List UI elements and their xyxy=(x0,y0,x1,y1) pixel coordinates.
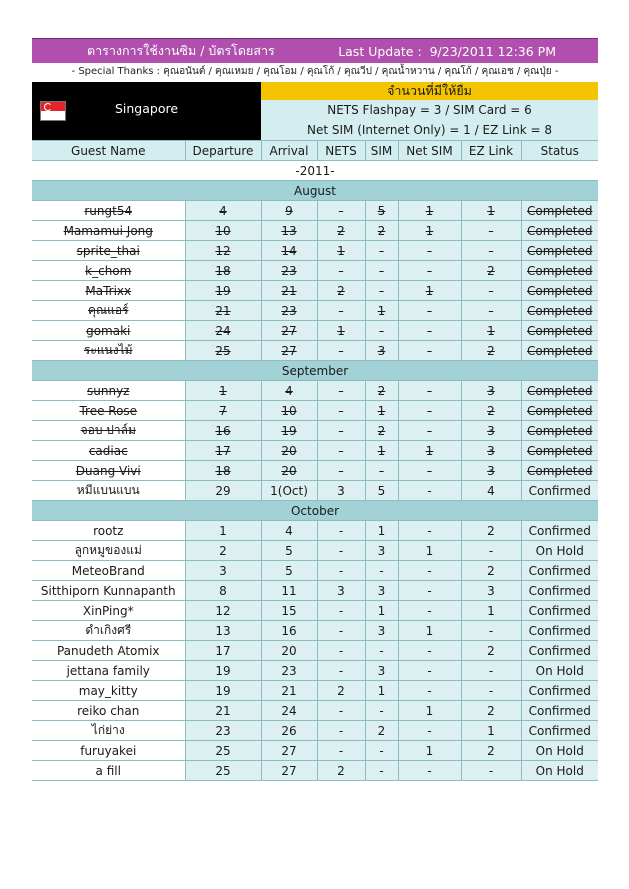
column-header-sim: SIM xyxy=(365,141,398,161)
column-header-net-sim: Net SIM xyxy=(398,141,461,161)
table-row xyxy=(32,321,598,341)
cell-net-sim: - xyxy=(398,661,461,681)
cell-guest-name: k_chom xyxy=(32,261,185,281)
cell-sim: 1 xyxy=(365,301,398,321)
cell-arrival: 20 xyxy=(261,641,317,661)
month-header-row xyxy=(32,501,598,521)
table-row xyxy=(32,441,598,461)
cell-nets: - xyxy=(317,401,365,421)
cell-departure: 23 xyxy=(185,721,261,741)
cell-guest-name: ระแนงไม้ xyxy=(32,341,185,361)
cell-guest-name: ลูกหมูของแม่ xyxy=(32,541,185,561)
page-title: ตารางการใช้งานซิม / บัตรโดยสาร xyxy=(87,43,275,58)
cell-departure: 1 xyxy=(185,521,261,541)
cell-ez-link: - xyxy=(461,661,521,681)
cell-net-sim: 1 xyxy=(398,701,461,721)
cell-departure: 18 xyxy=(185,461,261,481)
cell-sim: 2 xyxy=(365,721,398,741)
cell-status: Confirmed xyxy=(521,601,598,621)
cell-guest-name: Panudeth Atomix xyxy=(32,641,185,661)
cell-guest-name: ดำเกิงศรี xyxy=(32,621,185,641)
cell-ez-link: - xyxy=(461,221,521,241)
cell-arrival: 10 xyxy=(261,401,317,421)
cell-nets: - xyxy=(317,261,365,281)
cell-sim: - xyxy=(365,641,398,661)
column-header-nets: NETS xyxy=(317,141,365,161)
cell-net-sim: - xyxy=(398,521,461,541)
cell-nets: 2 xyxy=(317,221,365,241)
cell-status: Completed xyxy=(521,221,598,241)
table-row xyxy=(32,641,598,661)
quantity-title: จำนวนที่มีให้ยืม xyxy=(261,82,598,100)
cell-sim: - xyxy=(365,321,398,341)
cell-arrival: 19 xyxy=(261,421,317,441)
last-update xyxy=(338,44,556,59)
cell-ez-link: - xyxy=(461,541,521,561)
cell-net-sim: 1 xyxy=(398,281,461,301)
cell-nets: 2 xyxy=(317,281,365,301)
cell-sim: - xyxy=(365,281,398,301)
month-header-row xyxy=(32,361,598,381)
cell-departure: 29 xyxy=(185,481,261,501)
cell-net-sim: - xyxy=(398,421,461,441)
cell-sim: 3 xyxy=(365,581,398,601)
cell-guest-name: gomaki xyxy=(32,321,185,341)
table-row xyxy=(32,521,598,541)
table-row xyxy=(32,481,598,501)
cell-ez-link: - xyxy=(461,681,521,701)
cell-status: On Hold xyxy=(521,541,598,561)
cell-net-sim: - xyxy=(398,461,461,481)
cell-ez-link: - xyxy=(461,281,521,301)
cell-status: Confirmed xyxy=(521,621,598,641)
column-header-ez-link: EZ Link xyxy=(461,141,521,161)
cell-status: Completed xyxy=(521,261,598,281)
cell-ez-link: 1 xyxy=(461,601,521,621)
cell-nets: 1 xyxy=(317,241,365,261)
cell-departure: 25 xyxy=(185,761,261,781)
cell-sim: 5 xyxy=(365,481,398,501)
cell-status: Completed xyxy=(521,461,598,481)
cell-net-sim: - xyxy=(398,241,461,261)
cell-departure: 4 xyxy=(185,201,261,221)
cell-guest-name: Duang Vivi xyxy=(32,461,185,481)
cell-nets: - xyxy=(317,301,365,321)
cell-nets: 1 xyxy=(317,321,365,341)
table-row xyxy=(32,241,598,261)
cell-guest-name: จอบ ปาล์ม xyxy=(32,421,185,441)
cell-sim: 1 xyxy=(365,401,398,421)
cell-status: On Hold xyxy=(521,761,598,781)
cell-departure: 18 xyxy=(185,261,261,281)
cell-nets: 3 xyxy=(317,481,365,501)
table-row xyxy=(32,401,598,421)
cell-net-sim: 1 xyxy=(398,621,461,641)
table-row xyxy=(32,281,598,301)
cell-arrival: 13 xyxy=(261,221,317,241)
cell-net-sim: - xyxy=(398,401,461,421)
cell-nets: 2 xyxy=(317,681,365,701)
cell-sim: - xyxy=(365,261,398,281)
cell-guest-name: sunnyz xyxy=(32,381,185,401)
cell-ez-link: 4 xyxy=(461,481,521,501)
bottom-border-cell xyxy=(185,781,261,782)
cell-net-sim: - xyxy=(398,381,461,401)
cell-net-sim: - xyxy=(398,341,461,361)
cell-ez-link: 3 xyxy=(461,441,521,461)
cell-sim: 3 xyxy=(365,661,398,681)
cell-nets: - xyxy=(317,521,365,541)
cell-nets: - xyxy=(317,721,365,741)
cell-net-sim: 1 xyxy=(398,541,461,561)
cell-status: Completed xyxy=(521,401,598,421)
cell-arrival: 21 xyxy=(261,281,317,301)
cell-arrival: 23 xyxy=(261,661,317,681)
cell-departure: 19 xyxy=(185,661,261,681)
cell-net-sim: - xyxy=(398,321,461,341)
cell-sim: 3 xyxy=(365,341,398,361)
cell-ez-link: 2 xyxy=(461,641,521,661)
table-row xyxy=(32,721,598,741)
column-header-row xyxy=(32,141,598,161)
cell-ez-link: 2 xyxy=(461,341,521,361)
table-row xyxy=(32,341,598,361)
month-header-row xyxy=(32,181,598,201)
cell-net-sim: 1 xyxy=(398,221,461,241)
cell-guest-name: Tree Rose xyxy=(32,401,185,421)
cell-arrival: 4 xyxy=(261,381,317,401)
cell-status: Completed xyxy=(521,321,598,341)
last-update-label: Last Update : xyxy=(338,43,422,59)
cell-arrival: 16 xyxy=(261,621,317,641)
cell-guest-name: คุณแอร์ xyxy=(32,301,185,321)
cell-nets: - xyxy=(317,641,365,661)
cell-guest-name: XinPing* xyxy=(32,601,185,621)
cell-arrival: 23 xyxy=(261,261,317,281)
cell-status: Completed xyxy=(521,241,598,261)
cell-arrival: 14 xyxy=(261,241,317,261)
cell-arrival: 11 xyxy=(261,581,317,601)
cell-departure: 7 xyxy=(185,401,261,421)
cell-guest-name: rootz xyxy=(32,521,185,541)
cell-ez-link: 3 xyxy=(461,461,521,481)
cell-guest-name: MeteoBrand xyxy=(32,561,185,581)
cell-nets: - xyxy=(317,421,365,441)
cell-status: Confirmed xyxy=(521,561,598,581)
table-row xyxy=(32,661,598,681)
cell-nets: - xyxy=(317,541,365,561)
cell-nets: - xyxy=(317,341,365,361)
cell-sim: 1 xyxy=(365,521,398,541)
cell-sim: 3 xyxy=(365,621,398,641)
cell-departure: 25 xyxy=(185,741,261,761)
cell-status: On Hold xyxy=(521,661,598,681)
cell-arrival: 26 xyxy=(261,721,317,741)
cell-guest-name: reiko chan xyxy=(32,701,185,721)
cell-status: Completed xyxy=(521,441,598,461)
cell-sim: - xyxy=(365,461,398,481)
cell-ez-link: 3 xyxy=(461,581,521,601)
cell-ez-link: 2 xyxy=(461,401,521,421)
cell-status: Completed xyxy=(521,421,598,441)
cell-arrival: 20 xyxy=(261,441,317,461)
cell-departure: 16 xyxy=(185,421,261,441)
cell-status: Completed xyxy=(521,201,598,221)
cell-nets: - xyxy=(317,461,365,481)
cell-nets: - xyxy=(317,381,365,401)
cell-arrival: 23 xyxy=(261,301,317,321)
cell-net-sim: - xyxy=(398,761,461,781)
cell-departure: 8 xyxy=(185,581,261,601)
cell-status: On Hold xyxy=(521,741,598,761)
cell-guest-name: a fill xyxy=(32,761,185,781)
cell-departure: 19 xyxy=(185,281,261,301)
table-row xyxy=(32,701,598,721)
cell-sim: 3 xyxy=(365,541,398,561)
cell-arrival: 27 xyxy=(261,341,317,361)
cell-guest-name: MaTrixx xyxy=(32,281,185,301)
country-name: Singapore xyxy=(114,101,179,116)
table-row xyxy=(32,301,598,321)
cell-sim: 5 xyxy=(365,201,398,221)
bottom-border-cell xyxy=(521,781,598,782)
cell-nets: - xyxy=(317,601,365,621)
bottom-border-cell xyxy=(398,781,461,782)
cell-guest-name: sprite_thai xyxy=(32,241,185,261)
cell-status: Confirmed xyxy=(521,581,598,601)
cell-ez-link: - xyxy=(461,241,521,261)
country-panel xyxy=(32,82,261,140)
cell-nets: - xyxy=(317,201,365,221)
cell-nets: - xyxy=(317,701,365,721)
cell-ez-link: - xyxy=(461,761,521,781)
cell-net-sim: - xyxy=(398,481,461,501)
cell-nets: - xyxy=(317,741,365,761)
cell-departure: 17 xyxy=(185,641,261,661)
cell-ez-link: 1 xyxy=(461,721,521,741)
last-update-value: 9/23/2011 12:36 PM xyxy=(429,43,556,59)
cell-sim: - xyxy=(365,241,398,261)
table-bottom-border xyxy=(32,781,598,782)
cell-departure: 3 xyxy=(185,561,261,581)
cell-guest-name: furuyakei xyxy=(32,741,185,761)
cell-status: Completed xyxy=(521,381,598,401)
cell-net-sim: - xyxy=(398,581,461,601)
bottom-border-cell xyxy=(261,781,317,782)
cell-ez-link: 2 xyxy=(461,741,521,761)
cell-arrival: 4 xyxy=(261,521,317,541)
column-header-status: Status xyxy=(521,141,598,161)
cell-net-sim: - xyxy=(398,261,461,281)
cell-status: Confirmed xyxy=(521,641,598,661)
cell-status: Confirmed xyxy=(521,701,598,721)
cell-departure: 17 xyxy=(185,441,261,461)
table-row xyxy=(32,741,598,761)
cell-sim: - xyxy=(365,741,398,761)
cell-nets: - xyxy=(317,621,365,641)
cell-departure: 2 xyxy=(185,541,261,561)
cell-arrival: 21 xyxy=(261,681,317,701)
cell-status: Completed xyxy=(521,301,598,321)
table-row xyxy=(32,681,598,701)
cell-guest-name: ไก่ย่าง xyxy=(32,721,185,741)
table-row xyxy=(32,261,598,281)
cell-nets: - xyxy=(317,561,365,581)
cell-net-sim: 1 xyxy=(398,201,461,221)
sim-usage-table xyxy=(32,140,598,781)
cell-guest-name: may_kitty xyxy=(32,681,185,701)
table-row xyxy=(32,541,598,561)
cell-sim: - xyxy=(365,761,398,781)
cell-guest-name: rungt54 xyxy=(32,201,185,221)
month-label: October xyxy=(32,501,598,521)
cell-arrival: 1(Oct) xyxy=(261,481,317,501)
cell-arrival: 5 xyxy=(261,541,317,561)
table-row xyxy=(32,421,598,441)
cell-guest-name: Mamamui Jong xyxy=(32,221,185,241)
cell-departure: 12 xyxy=(185,601,261,621)
cell-arrival: 9 xyxy=(261,201,317,221)
table-row xyxy=(32,461,598,481)
cell-sim: 1 xyxy=(365,441,398,461)
cell-departure: 19 xyxy=(185,681,261,701)
cell-departure: 21 xyxy=(185,701,261,721)
cell-net-sim: 1 xyxy=(398,441,461,461)
table-row xyxy=(32,201,598,221)
month-label: August xyxy=(32,181,598,201)
bottom-border-cell xyxy=(365,781,398,782)
table-row xyxy=(32,621,598,641)
quantity-line-1: NETS Flashpay = 3 / SIM Card = 6 xyxy=(261,100,598,120)
year-row xyxy=(32,161,598,181)
bottom-border-cell xyxy=(461,781,521,782)
cell-sim: 2 xyxy=(365,221,398,241)
cell-net-sim: - xyxy=(398,301,461,321)
cell-sim: 1 xyxy=(365,601,398,621)
cell-arrival: 24 xyxy=(261,701,317,721)
cell-nets: - xyxy=(317,441,365,461)
cell-ez-link: 2 xyxy=(461,701,521,721)
cell-sim: - xyxy=(365,701,398,721)
cell-departure: 25 xyxy=(185,341,261,361)
cell-nets: - xyxy=(317,661,365,681)
table-row xyxy=(32,601,598,621)
cell-arrival: 27 xyxy=(261,761,317,781)
cell-status: Confirmed xyxy=(521,721,598,741)
cell-guest-name: jettana family xyxy=(32,661,185,681)
cell-guest-name: cadiac xyxy=(32,441,185,461)
table-row xyxy=(32,381,598,401)
table-row xyxy=(32,761,598,781)
cell-ez-link: 1 xyxy=(461,321,521,341)
cell-net-sim: - xyxy=(398,721,461,741)
cell-ez-link: 2 xyxy=(461,261,521,281)
cell-departure: 21 xyxy=(185,301,261,321)
cell-departure: 1 xyxy=(185,381,261,401)
cell-status: Confirmed xyxy=(521,481,598,501)
special-thanks: - Special Thanks : คุณอนันต์ / คุณเหมย / คุณโอม / คุณโก้ / คุณวีป / คุณน้ำหวาน / คุณโก้ / คุณเอช / คุณปุ่ย - xyxy=(71,66,559,77)
cell-sim: 2 xyxy=(365,421,398,441)
cell-arrival: 20 xyxy=(261,461,317,481)
cell-guest-name: Sitthiporn Kunnapanth xyxy=(32,581,185,601)
table-row xyxy=(32,221,598,241)
column-header-arrival: Arrival xyxy=(261,141,317,161)
bottom-border-cell xyxy=(317,781,365,782)
cell-departure: 13 xyxy=(185,621,261,641)
cell-arrival: 27 xyxy=(261,321,317,341)
cell-ez-link: 3 xyxy=(461,421,521,441)
cell-departure: 12 xyxy=(185,241,261,261)
cell-departure: 24 xyxy=(185,321,261,341)
cell-ez-link: - xyxy=(461,621,521,641)
column-header-departure: Departure xyxy=(185,141,261,161)
cell-status: Completed xyxy=(521,341,598,361)
cell-nets: 3 xyxy=(317,581,365,601)
cell-nets: 2 xyxy=(317,761,365,781)
column-header-guest-name: Guest Name xyxy=(32,141,185,161)
cell-status: Confirmed xyxy=(521,521,598,541)
cell-ez-link: 2 xyxy=(461,561,521,581)
table-row xyxy=(32,581,598,601)
cell-guest-name: หมีแบนแบน xyxy=(32,481,185,501)
cell-status: Completed xyxy=(521,281,598,301)
bottom-border-cell xyxy=(32,781,185,782)
month-label: September xyxy=(32,361,598,381)
cell-arrival: 15 xyxy=(261,601,317,621)
cell-ez-link: 3 xyxy=(461,381,521,401)
cell-ez-link: 2 xyxy=(461,521,521,541)
cell-net-sim: - xyxy=(398,561,461,581)
cell-sim: 2 xyxy=(365,381,398,401)
cell-net-sim: 1 xyxy=(398,741,461,761)
cell-sim: - xyxy=(365,561,398,581)
cell-net-sim: - xyxy=(398,601,461,621)
cell-ez-link: - xyxy=(461,301,521,321)
cell-ez-link: 1 xyxy=(461,201,521,221)
cell-arrival: 5 xyxy=(261,561,317,581)
cell-status: Confirmed xyxy=(521,681,598,701)
table-row xyxy=(32,561,598,581)
year-label: -2011- xyxy=(32,161,598,181)
title-bar xyxy=(32,38,598,63)
cell-net-sim: - xyxy=(398,641,461,661)
cell-sim: 1 xyxy=(365,681,398,701)
cell-arrival: 27 xyxy=(261,741,317,761)
cell-departure: 10 xyxy=(185,221,261,241)
cell-net-sim: - xyxy=(398,681,461,701)
quantity-line-2: Net SIM (Internet Only) = 1 / EZ Link = 8 xyxy=(261,120,598,140)
